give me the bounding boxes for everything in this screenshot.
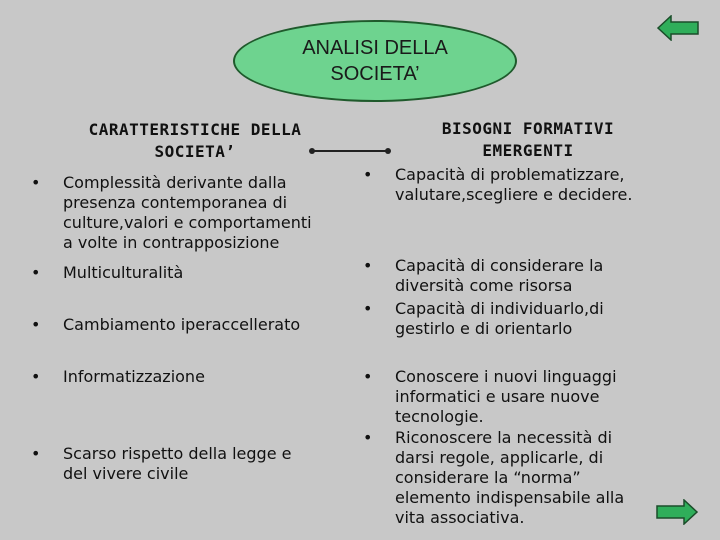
bullet-icon: • [31,263,41,282]
connector-line [312,150,388,152]
bullet-icon: • [31,367,41,386]
page-title: ANALISI DELLA SOCIETA’ [302,37,448,85]
bullet-icon: • [363,165,373,184]
bullet-icon: • [31,173,41,192]
bullet-icon: • [363,367,373,386]
bullet-icon: • [363,299,373,318]
title-oval [233,20,517,102]
bullet-icon: • [31,444,41,463]
bullet-icon: • [363,428,373,447]
connector-dot-right [385,148,391,154]
right-column-heading: BISOGNI FORMATIVI EMERGENTI [441,119,615,160]
arrow-left-icon[interactable] [657,15,699,41]
arrow-right-icon[interactable] [656,499,698,525]
bullet-icon: • [363,256,373,275]
left-column-heading: CARATTERISTICHE DELLA SOCIETA’ [88,120,302,161]
bullet-icon: • [31,315,41,334]
